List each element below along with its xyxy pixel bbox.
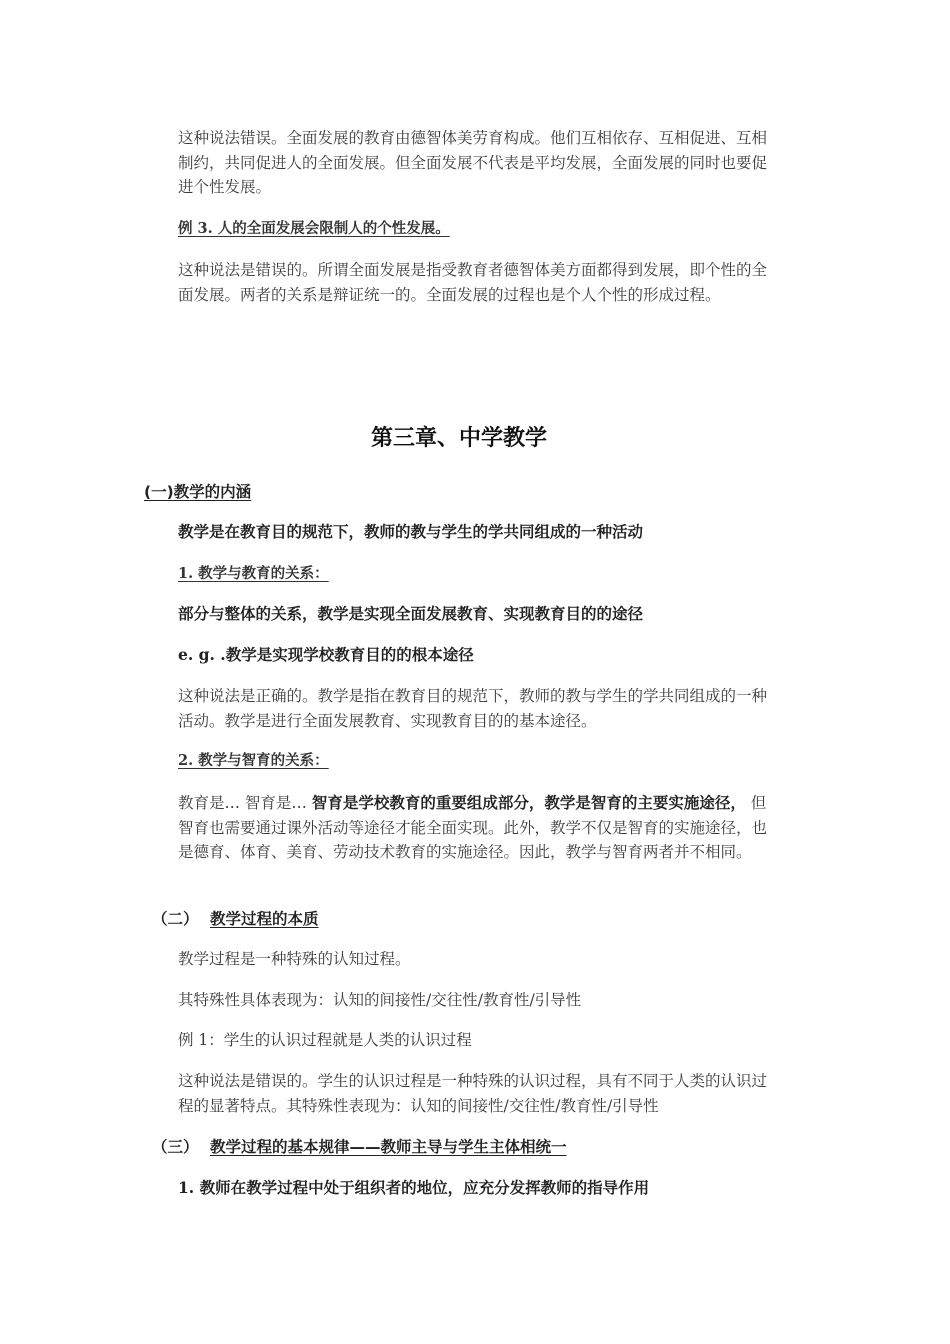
section-3-number: （三） [152,1138,199,1156]
subsection-1-heading: 1. 教学与教育的关系： [178,565,329,582]
subsection-2-paragraph [178,791,778,865]
section-2-line-2: 其特殊性具体表现为：认知的间接性/交往性/教育性/引导性 [178,991,582,1009]
section-1-heading: (一)教学的内涵 [144,483,252,501]
paragraph-example-3-answer: 这种说法是错误的。所谓全面发展是指受教育者德智体美方面都得到发展，即个性的全面发展。两者的关系是辩证统一的。全面发展的过程也是个人个性的形成过程。 [178,261,768,304]
subsection-2-bold: 智育是学校教育的重要组成部分，教学是智育的主要实施途径， [311,793,746,812]
example-3-heading: 例 3. 人的全面发展会限制人的个性发展。 [178,220,450,237]
section-2-title: 教学过程的本质 [210,910,319,928]
section-3-heading [152,1135,567,1159]
section-2-number: （二） [152,910,199,928]
subsection-1-point: 部分与整体的关系，教学是实现全面发展教育、实现教育目的的途径 [178,604,644,623]
example-eg [178,643,778,667]
section-2-heading [152,907,319,931]
subsection-2-heading: 2. 教学与智育的关系： [178,752,329,769]
section-3-point-1: 1. 教师在教学过程中处于组织者的地位，应充分发挥教师的指导作用 [178,1178,650,1197]
example-eg-prefix: e. g. . [178,645,226,664]
chapter-title: 第三章、中学教学 [370,426,547,451]
subsection-2-lead: 教育是… 智育是… [178,794,312,812]
section-3-title: 教学过程的基本规律——教师主导与学生主体相统一 [210,1138,567,1156]
section-2-line-1: 教学过程是一种特殊的认知过程。 [178,950,411,968]
section-2-answer: 这种说法是错误的。学生的认识过程是一种特殊的认识过程，具有不同于人类的认识过程的显著特点。其特殊性表现为：认知的间接性/交往性/教育性/引导性 [178,1072,768,1115]
subsection-2-rest: 但智育也需要通过课外活动等途径才能全面实现。此外，教学不仅是智育的实施途径，也是德育、体育、美育、劳动技术教育的实施途径。因此，教学与智育两者并不相同。 [178,794,768,861]
subsection-1-answer: 这种说法是正确的。教学是指在教育目的规范下，教师的教与学生的学共同组成的一种活动。教学是进行全面发展教育、实现教育目的的基本途径。 [178,687,768,730]
example-eg-text: 教学是实现学校教育目的的根本途径 [225,645,474,664]
paragraph-all-round-development: 这种说法错误。全面发展的教育由德智体美劳育构成。他们互相依存、互相促进、互相制约，共同促进人的全面发展。但全面发展不代表是平均发展，全面发展的同时也要促进个性发展。 [178,129,768,196]
section-2-example-1: 例 1：学生的认识过程就是人类的认识过程 [178,1031,472,1049]
teaching-definition: 教学是在教育目的规范下，教师的教与学生的学共同组成的一种活动 [178,522,644,541]
